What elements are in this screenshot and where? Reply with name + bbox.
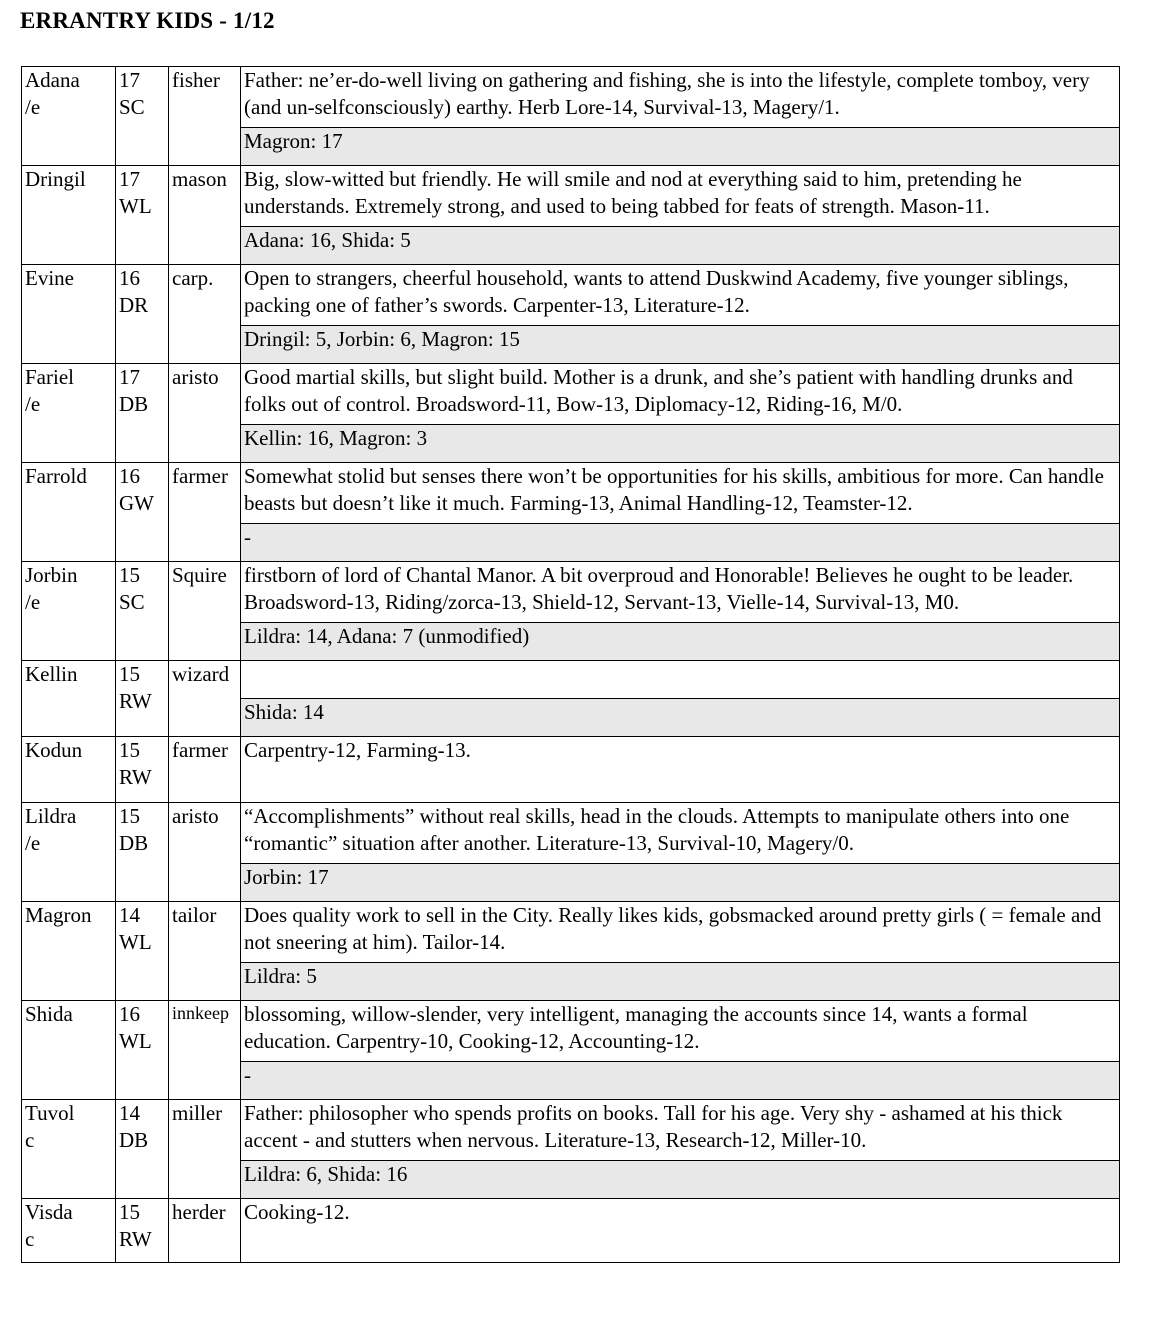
kid-name-suffix: /e [25,831,41,855]
kid-name-cell [22,166,116,265]
kid-name-cell [22,902,116,1001]
kid-name-cell [22,364,116,463]
kid-age: 17 [119,167,140,191]
kid-description: blossoming, willow-slender, very intelligent, managing the accounts since 14, wants a formal education. Carpentry-10, Cooking-12, Accounting-12. [241,1001,1120,1062]
kid-relations: - [241,1062,1120,1100]
kid-name: Tuvol [25,1101,75,1125]
kid-age: 15 [119,662,140,686]
kid-age-cell [116,364,169,463]
kid-name-cell [22,562,116,661]
kid-name: Farrold [25,464,87,488]
page-title: ERRANTRY KIDS - 1/12 [20,8,275,33]
kid-name-cell [22,661,116,737]
kid-name-suffix: c [25,1128,35,1152]
kid-age-cell [116,67,169,166]
kid-occupation: Squire [169,562,241,661]
kid-age-cell [116,737,169,803]
kid-name-cell [22,67,116,166]
kid-row [22,166,1120,227]
kid-age-cell [116,1100,169,1199]
kid-row [22,463,1120,524]
kid-row [22,737,1120,803]
kid-age: 16 [119,1002,140,1026]
kid-name: Lildra [25,804,77,828]
kid-description: Big, slow-witted but friendly. He will smile and nod at everything said to him, pretending he understands. Extremely strong, and used to being tabbed for feats of strength. Mason-11. [241,166,1120,227]
kid-relations: Adana: 16, Shida: 5 [241,227,1120,265]
kid-name: Shida [25,1002,73,1026]
kid-name-cell [22,1100,116,1199]
kid-code: DB [119,1128,149,1152]
kid-name-suffix: /e [25,392,41,416]
kid-description: firstborn of lord of Chantal Manor. A bit overproud and Honorable! Believes he ought to be leader. Broadsword-13, Riding/zorca-13, Shield-12, Servant-13, Vielle-14, Survival-13, M0. [241,562,1120,623]
kid-occupation: mason [169,166,241,265]
kid-occupation: farmer [169,737,241,803]
kid-code: RW [119,765,152,789]
kid-age-cell [116,166,169,265]
kid-name-cell [22,265,116,364]
kid-name-suffix: /e [25,590,41,614]
kid-row [22,1001,1120,1062]
kid-name-cell [22,463,116,562]
kid-occupation: tailor [169,902,241,1001]
kid-age-cell [116,803,169,902]
kid-age: 15 [119,804,140,828]
kid-name: Fariel [25,365,74,389]
kid-description: Good martial skills, but slight build. Mother is a drunk, and she’s patient with handling drunks and folks out of control. Broadsword-11, Bow-13, Diplomacy-12, Riding-16, M/0. [241,364,1120,425]
kid-age-cell [116,463,169,562]
kid-code: DR [119,293,149,317]
kid-relations: Lildra: 6, Shida: 16 [241,1161,1120,1199]
kid-description: Father: philosopher who spends profits on books. Tall for his age. Very shy - ashamed at his thick accent - and stutters when nervous. Literature-13, Research-12, Miller-10. [241,1100,1120,1161]
kid-age: 14 [119,903,140,927]
kid-relations: Lildra: 14, Adana: 7 (unmodified) [241,623,1120,661]
kid-row [22,364,1120,425]
kid-description: Carpentry-12, Farming-13. [241,737,1120,803]
kid-code: SC [119,95,145,119]
kid-name: Magron [25,903,92,927]
kid-row [22,1199,1120,1263]
kid-code: DB [119,831,149,855]
kid-name-suffix: /e [25,95,41,119]
kid-age-cell [116,265,169,364]
kid-description: “Accomplishments” without real skills, head in the clouds. Attempts to manipulate others into one “romantic” situation after another. Literature-13, Survival-10, Magery/0. [241,803,1120,864]
kid-row [22,661,1120,699]
kid-occupation: wizard [169,661,241,737]
kid-row [22,803,1120,864]
kid-name-cell [22,1001,116,1100]
kid-age: 14 [119,1101,140,1125]
kid-description: Does quality work to sell in the City. Really likes kids, gobsmacked around pretty girls ( = female and not sneering at him). Tailor-14. [241,902,1120,963]
kid-name: Adana [25,68,80,92]
kid-name-cell [22,803,116,902]
kid-name: Visda [25,1200,73,1224]
kid-relations: Shida: 14 [241,699,1120,737]
kid-relations: Lildra: 5 [241,963,1120,1001]
kid-code: WL [119,1029,152,1053]
kid-age-cell [116,562,169,661]
kid-description: Open to strangers, cheerful household, wants to attend Duskwind Academy, five younger siblings, packing one of father’s swords. Carpenter-13, Literature-12. [241,265,1120,326]
kid-occupation: aristo [169,803,241,902]
roster-body [22,67,1120,1263]
kid-occupation: aristo [169,364,241,463]
kid-name-cell [22,1199,116,1263]
kid-name: Dringil [25,167,86,191]
kid-relations: Jorbin: 17 [241,864,1120,902]
kid-occupation: miller [169,1100,241,1199]
kid-code: RW [119,1227,152,1251]
kid-age-cell [116,902,169,1001]
kid-name: Evine [25,266,74,290]
kid-description: Father: ne’er-do-well living on gathering and fishing, she is into the lifestyle, complete tomboy, very (and un-selfconsciously) earthy. Herb Lore-14, Survival-13, Magery/1. [241,67,1120,128]
kid-row [22,265,1120,326]
kid-occupation: innkeep [169,1001,241,1100]
kid-occupation: fisher [169,67,241,166]
kid-row [22,67,1120,128]
kid-row [22,902,1120,963]
kid-code: WL [119,930,152,954]
kid-name-suffix: c [25,1227,35,1251]
kids-roster-table [21,66,1120,1263]
kid-description [241,661,1120,699]
kid-name-cell [22,737,116,803]
kid-age: 16 [119,266,140,290]
kid-name: Kodun [25,738,83,762]
kid-row [22,1100,1120,1161]
kid-age: 15 [119,1200,140,1224]
kid-name: Kellin [25,662,78,686]
kid-name: Jorbin [25,563,78,587]
kid-description: Somewhat stolid but senses there won’t be opportunities for his skills, ambitious for more. Can handle beasts but doesn’t like it much. Farming-13, Animal Handling-12, Teamster-12. [241,463,1120,524]
kid-code: DB [119,392,149,416]
kid-code: RW [119,689,152,713]
kid-code: GW [119,491,154,515]
kid-relations: - [241,524,1120,562]
kid-age: 17 [119,365,140,389]
kid-relations: Magron: 17 [241,128,1120,166]
kid-occupation: farmer [169,463,241,562]
kid-age: 15 [119,563,140,587]
kid-occupation: herder [169,1199,241,1263]
kid-relations: Dringil: 5, Jorbin: 6, Magron: 15 [241,326,1120,364]
kid-age-cell [116,1001,169,1100]
kid-row [22,562,1120,623]
kid-age-cell [116,661,169,737]
kid-relations: Kellin: 16, Magron: 3 [241,425,1120,463]
kid-age: 17 [119,68,140,92]
kid-occupation: carp. [169,265,241,364]
kid-description: Cooking-12. [241,1199,1120,1263]
kid-age: 16 [119,464,140,488]
kid-age-cell [116,1199,169,1263]
kid-code: WL [119,194,152,218]
kid-code: SC [119,590,145,614]
kid-age: 15 [119,738,140,762]
